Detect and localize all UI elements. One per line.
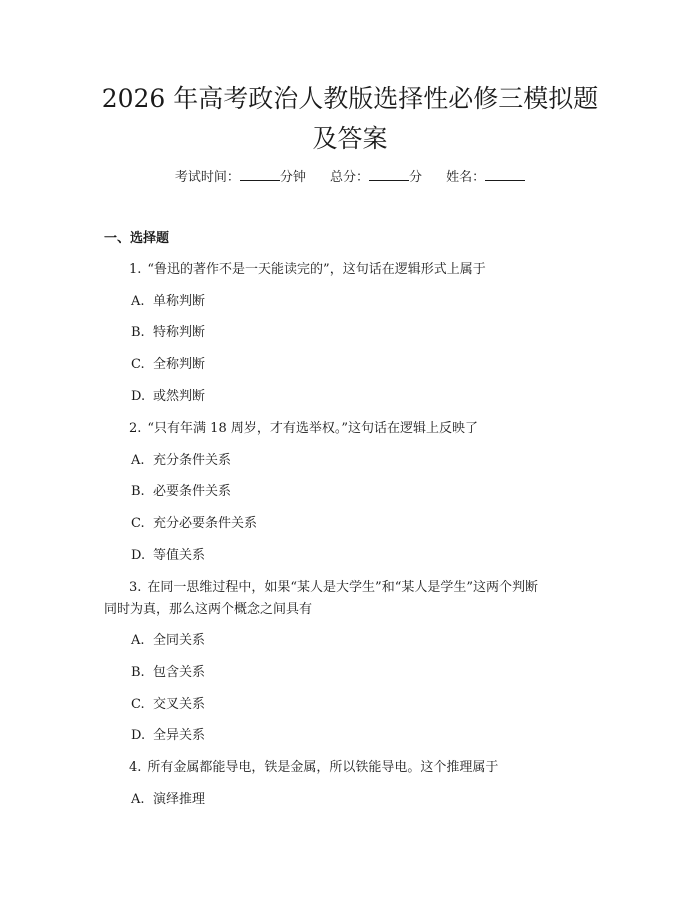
question-4	[129, 757, 498, 779]
exam-time-unit: 分钟	[279, 170, 306, 185]
option-text: 充分必要条件关系	[153, 516, 258, 531]
question-text: “只有年满 18 周岁，才有选举权。”这句话在逻辑上反映了	[147, 421, 479, 436]
option-text: 交叉关系	[153, 697, 206, 712]
question-text: 在同一思维过程中，如果“某人是大学生”和“某人是学生”这两个判断	[147, 580, 538, 595]
exam-time-label: 考试时间：	[174, 170, 240, 185]
question-number: 3.	[129, 580, 142, 595]
question-2-option-d	[131, 545, 205, 567]
question-2-option-a	[131, 450, 231, 472]
question-3-continuation: 同时为真，那么这两个概念之间具有	[104, 602, 313, 617]
exam-meta	[0, 167, 700, 189]
page-title-line-1: 2026 年高考政治人教版选择性必修三模拟题	[101, 84, 599, 113]
option-text: 特称判断	[153, 325, 206, 340]
option-letter: B.	[131, 665, 145, 680]
page-title-line-2: 及答案	[312, 124, 388, 153]
option-text: 全异关系	[153, 728, 206, 743]
option-text: 演绎推理	[153, 792, 206, 807]
option-letter: D.	[131, 389, 146, 404]
option-text: 包含关系	[153, 665, 206, 680]
question-3-option-d	[131, 725, 205, 747]
question-1	[129, 259, 486, 281]
option-letter: C.	[131, 516, 145, 531]
question-3-option-c	[131, 694, 205, 716]
option-letter: C.	[131, 357, 145, 372]
total-score-blank	[369, 168, 409, 181]
option-letter: B.	[131, 325, 145, 340]
option-text: 或然判断	[153, 389, 206, 404]
exam-time-blank	[240, 168, 280, 181]
exam-time-field	[175, 170, 306, 185]
question-1-option-c	[131, 354, 205, 376]
question-1-option-d	[131, 386, 205, 408]
question-1-option-a	[131, 291, 205, 313]
question-2-option-c	[131, 513, 257, 535]
option-letter: D.	[131, 548, 146, 563]
name-blank	[485, 168, 525, 181]
name-label: 姓名：	[446, 170, 486, 185]
option-letter: A.	[131, 294, 145, 309]
option-letter: D.	[131, 728, 146, 743]
question-text: “鲁迅的著作不是一天能读完的”，这句话在逻辑形式上属于	[147, 262, 486, 277]
question-2-option-b	[131, 481, 231, 503]
question-number: 4.	[129, 760, 142, 775]
section-heading: 一、选择题	[104, 231, 170, 246]
option-text: 全同关系	[153, 633, 206, 648]
name-field	[446, 170, 525, 185]
question-text: 所有金属都能导电，铁是金属，所以铁能导电。这个推理属于	[147, 760, 499, 775]
option-text: 全称判断	[153, 357, 206, 372]
option-text: 等值关系	[153, 548, 206, 563]
option-letter: A.	[131, 453, 145, 468]
option-letter: B.	[131, 484, 145, 499]
option-text: 单称判断	[153, 294, 206, 309]
question-number: 2.	[129, 421, 142, 436]
question-3-option-b	[131, 662, 205, 684]
option-letter: A.	[131, 633, 145, 648]
question-3	[129, 577, 538, 599]
question-number: 1.	[129, 262, 142, 277]
total-score-unit: 分	[409, 170, 423, 185]
question-4-option-a	[131, 789, 205, 811]
option-text: 必要条件关系	[153, 484, 232, 499]
option-text: 充分条件关系	[153, 453, 232, 468]
question-1-option-b	[131, 322, 205, 344]
question-3-option-a	[131, 630, 205, 652]
total-score-label: 总分：	[329, 170, 369, 185]
option-letter: C.	[131, 697, 145, 712]
option-letter: A.	[131, 792, 145, 807]
question-2	[129, 418, 478, 440]
total-score-field	[330, 170, 422, 185]
